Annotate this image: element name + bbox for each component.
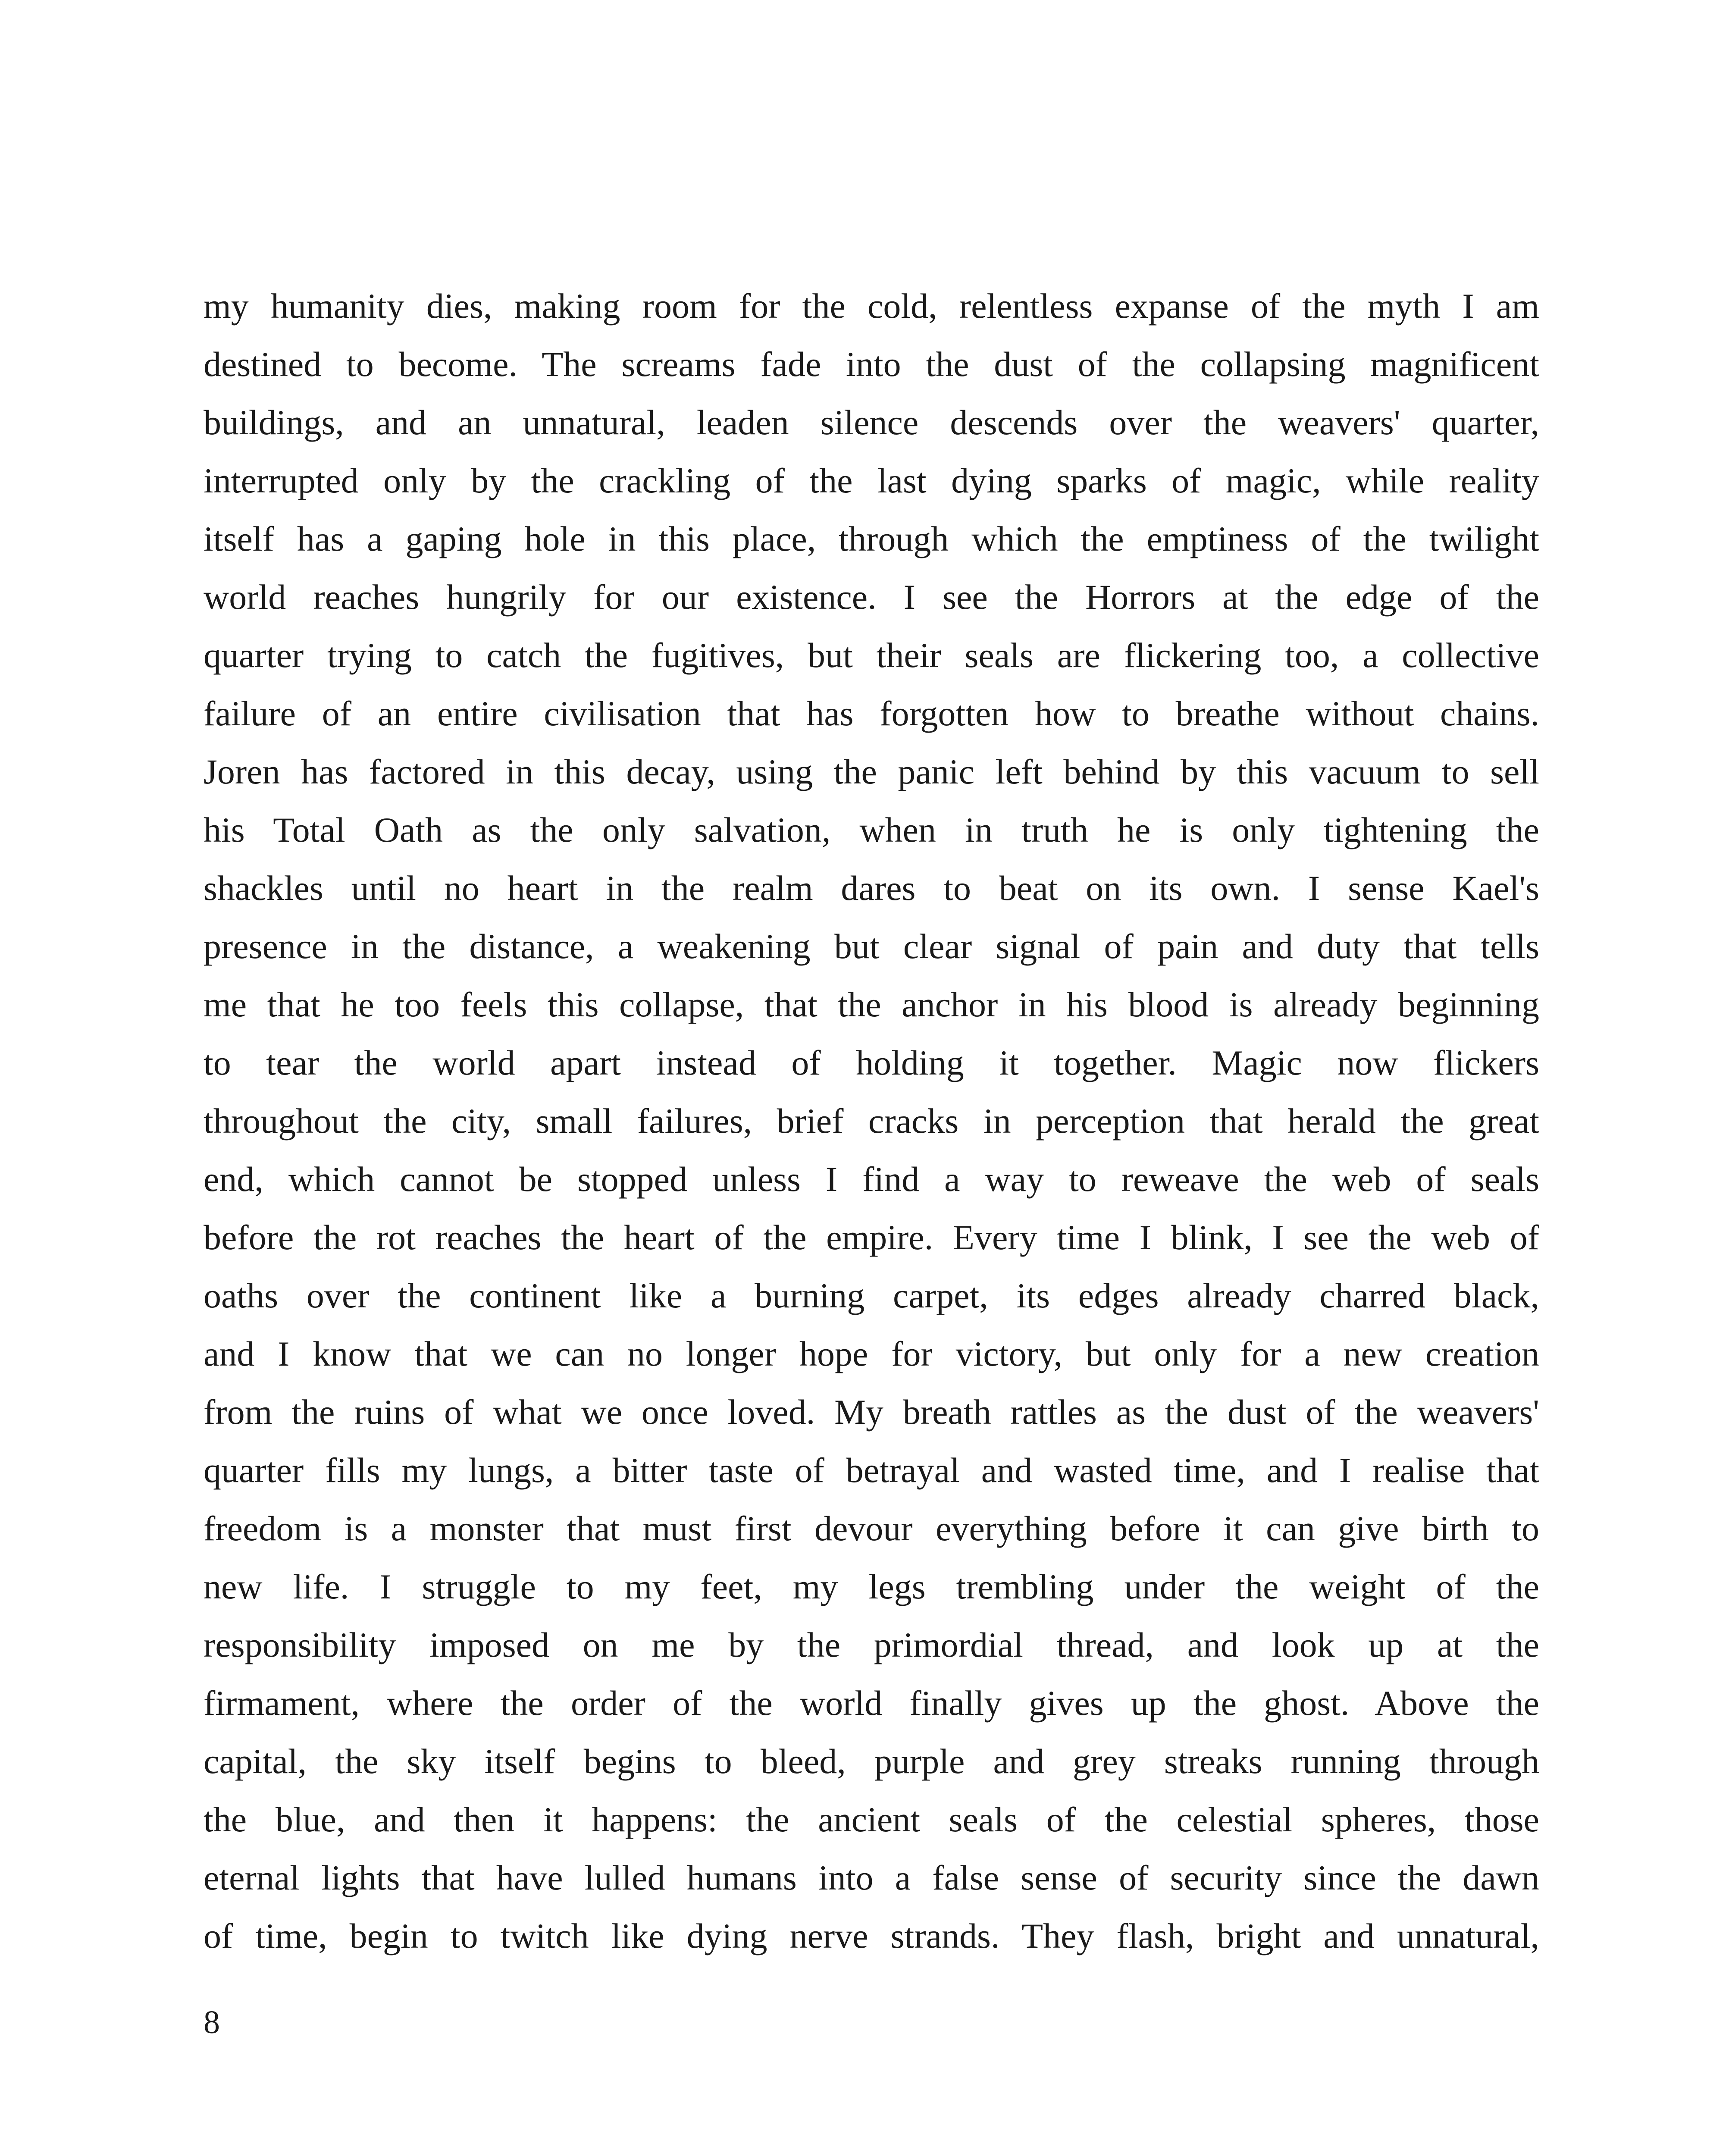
text-line: throughout the city, small failures, brief cracks in perception that herald the great xyxy=(204,1101,1539,1141)
text-line: eternal lights that have lulled humans into a false sense of security since the dawn xyxy=(204,1858,1539,1897)
text-line: responsibility imposed on me by the primordial thread, and look up at the xyxy=(204,1625,1539,1664)
text-line: oaths over the continent like a burning carpet, its edges already charred black, xyxy=(204,1276,1539,1315)
text-line: the blue, and then it happens: the ancient seals of the celestial spheres, those xyxy=(204,1800,1539,1839)
text-line: of time, begin to twitch like dying nerve strands. They flash, bright and unnatural, xyxy=(204,1916,1539,1955)
text-line: shackles until no heart in the realm dares to beat on its own. I sense Kael's xyxy=(204,868,1539,908)
text-line: me that he too feels this collapse, that the anchor in his blood is already beginning xyxy=(204,985,1539,1024)
text-line: and I know that we can no longer hope for victory, but only for a new creation xyxy=(204,1334,1539,1373)
text-line: itself has a gaping hole in this place, through which the emptiness of the twilight xyxy=(204,519,1539,558)
text-line: presence in the distance, a weakening but clear signal of pain and duty that tells xyxy=(204,927,1539,966)
text-line: end, which cannot be stopped unless I find a way to reweave the web of seals xyxy=(204,1159,1539,1199)
text-line: new life. I struggle to my feet, my legs trembling under the weight of the xyxy=(204,1567,1539,1606)
text-line: before the rot reaches the heart of the empire. Every time I blink, I see the web of xyxy=(204,1218,1539,1257)
text-line: quarter fills my lungs, a bitter taste of betrayal and wasted time, and I realise that xyxy=(204,1451,1539,1490)
text-line: freedom is a monster that must first devour everything before it can give birth to xyxy=(204,1509,1539,1548)
text-line: world reaches hungrily for our existence. I see the Horrors at the edge of the xyxy=(204,577,1539,617)
text-line: interrupted only by the crackling of the last dying sparks of magic, while reality xyxy=(204,461,1539,500)
text-line: firmament, where the order of the world finally gives up the ghost. Above the xyxy=(204,1683,1539,1723)
page-number: 8 xyxy=(204,2004,220,2040)
text-line: Joren has factored in this decay, using the panic left behind by this vacuum to sell xyxy=(204,752,1539,791)
text-line: capital, the sky itself begins to bleed, purple and grey streaks running through xyxy=(204,1742,1539,1781)
text-line: to tear the world apart instead of holding it together. Magic now flickers xyxy=(204,1043,1539,1082)
body-text xyxy=(204,277,1539,1965)
text-line: his Total Oath as the only salvation, when in truth he is only tightening the xyxy=(204,810,1539,849)
text-line: quarter trying to catch the fugitives, but their seals are flickering too, a collective xyxy=(204,636,1539,675)
text-line: my humanity dies, making room for the cold, relentless expanse of the myth I am xyxy=(204,286,1539,326)
text-line: failure of an entire civilisation that has forgotten how to breathe without chains. xyxy=(204,694,1539,733)
text-line: from the ruins of what we once loved. My breath rattles as the dust of the weavers' xyxy=(204,1392,1539,1432)
text-line: destined to become. The screams fade into the dust of the collapsing magnificent xyxy=(204,345,1539,384)
text-line: buildings, and an unnatural, leaden silence descends over the weavers' quarter, xyxy=(204,403,1539,442)
